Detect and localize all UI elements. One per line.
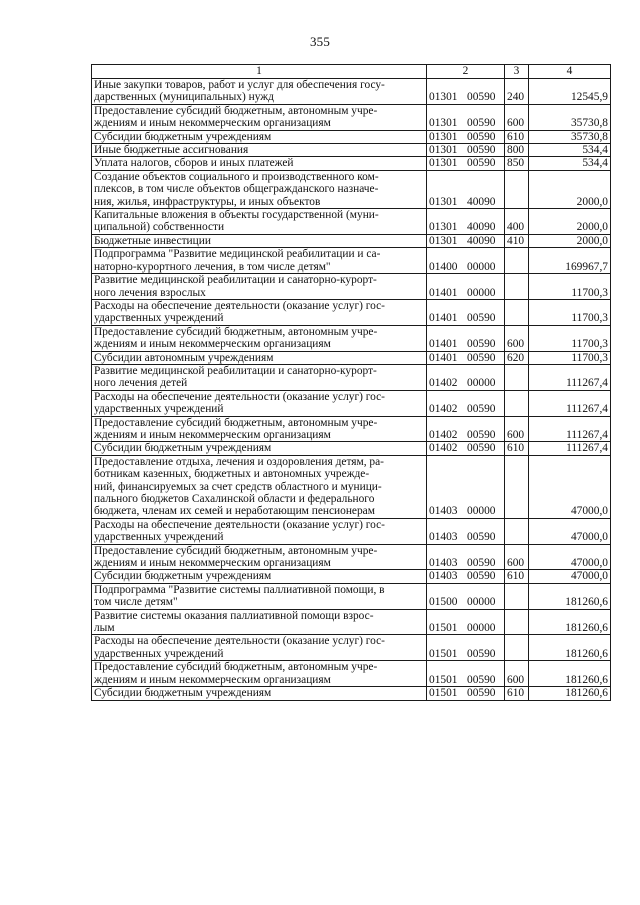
row-expense-type-cell: 600 [505,104,529,130]
row-expense-type-cell: 610 [505,442,529,455]
row-name-line: Предоставление субсидий бюджетным, автономным учре- [94,416,378,429]
table-row [92,325,611,351]
row-code-cell [427,609,505,635]
row-amount-cell: 11700,3 [529,325,611,351]
row-name-line: Подпрограмма "Развитие системы паллиативной помощи, в [94,583,385,596]
table-row [92,104,611,130]
row-amount-cell: 534,4 [529,144,611,157]
row-name-line: ударственных учреждений [94,403,224,416]
program-code: 01401 [429,286,458,299]
direction-code: 40090 [467,221,496,234]
row-expense-type-cell [505,364,529,390]
row-code-cell [427,79,505,105]
row-expense-type-cell: 850 [505,157,529,170]
row-name-cell [92,157,427,170]
table-row [92,390,611,416]
row-name-line: Предоставление субсидий бюджетным, автономным учре- [94,544,378,557]
program-code: 01301 [429,117,458,130]
row-name-cell [92,144,427,157]
row-expense-type-cell: 610 [505,130,529,143]
row-amount-cell: 47000,0 [529,455,611,518]
row-amount-cell: 2000,0 [529,170,611,208]
row-code-cell [427,544,505,570]
table-row [92,157,611,170]
program-code: 01402 [429,403,458,416]
row-name-line: Развитие медицинской реабилитации и санаторно-курорт- [94,274,377,287]
table-row [92,170,611,208]
program-code: 01500 [429,596,458,609]
direction-code: 00590 [467,351,496,364]
row-amount-cell: 181260,6 [529,635,611,661]
row-amount-cell: 111267,4 [529,442,611,455]
row-name-line: Иные бюджетные ассигнования [94,144,249,157]
row-amount-cell: 181260,6 [529,687,611,700]
table-row [92,544,611,570]
row-name-line: ния, жилья, инфраструктуры, и иных объектов [94,195,321,208]
direction-code: 40090 [467,195,496,208]
row-name-cell [92,390,427,416]
row-name-cell [92,325,427,351]
row-name-line: ударственных учреждений [94,647,224,660]
table-row [92,130,611,143]
column-header-code: 2 [427,65,505,79]
table-row [92,416,611,442]
direction-code: 00000 [467,377,496,390]
table-row [92,442,611,455]
program-code: 01501 [429,647,458,660]
row-name-line: ного лечения детей [94,377,188,390]
column-header-expense-type: 3 [505,65,529,79]
row-name-line: том числе детям" [94,596,178,609]
row-code-cell [427,104,505,130]
table-row [92,583,611,609]
table-row [92,635,611,661]
direction-code: 00590 [467,157,496,170]
row-expense-type-cell [505,248,529,274]
program-code: 01403 [429,557,458,570]
row-expense-type-cell [505,518,529,544]
row-code-cell [427,209,505,235]
row-name-line: дарственных (муниципальных) нужд [94,91,274,104]
direction-code: 00590 [467,557,496,570]
row-code-cell [427,583,505,609]
table-row [92,518,611,544]
row-name-cell [92,170,427,208]
direction-code: 00000 [467,596,496,609]
row-name-line: Расходы на обеспечение деятельности (оказание услуг) гос- [94,390,385,403]
row-name-cell [92,104,427,130]
row-expense-type-cell: 410 [505,234,529,247]
program-code: 01403 [429,531,458,544]
row-expense-type-cell [505,170,529,208]
program-code: 01501 [429,673,458,686]
row-amount-cell: 111267,4 [529,364,611,390]
row-name-cell [92,416,427,442]
table-row [92,455,611,518]
row-amount-cell: 11700,3 [529,274,611,300]
direction-code: 00000 [467,622,496,635]
program-code: 01301 [429,130,458,143]
table-row [92,609,611,635]
row-expense-type-cell: 600 [505,661,529,687]
direction-code: 00000 [467,260,496,273]
program-code: 01402 [429,428,458,441]
row-code-cell [427,416,505,442]
table-row [92,661,611,687]
program-code: 01301 [429,157,458,170]
row-amount-cell: 181260,6 [529,583,611,609]
row-name-line: Предоставление субсидий бюджетным, автономным учре- [94,325,378,338]
table-row [92,248,611,274]
program-code: 01301 [429,144,458,157]
row-expense-type-cell [505,635,529,661]
row-amount-cell: 47000,0 [529,570,611,583]
row-name-line: Расходы на обеспечение деятельности (оказание услуг) гос- [94,518,385,531]
row-name-line: Развитие системы оказания паллиативной помощи взрос- [94,609,374,622]
row-code-cell [427,518,505,544]
row-name-line: Расходы на обеспечение деятельности (оказание услуг) гос- [94,299,385,312]
row-name-cell [92,544,427,570]
row-code-cell [427,299,505,325]
page-number: 355 [309,34,331,49]
row-name-line: Расходы на обеспечение деятельности (оказание услуг) гос- [94,635,385,648]
program-code: 01403 [429,570,458,583]
row-name-line: бюджета, членам их семей и неработающим пенсионерам [94,505,375,518]
row-name-line: Уплата налогов, сборов и иных платежей [94,157,294,170]
row-name-line: ждениям и иным некоммерческим организациям [94,338,331,351]
table-row [92,79,611,105]
program-code: 01401 [429,338,458,351]
row-expense-type-cell [505,299,529,325]
row-code-cell [427,274,505,300]
row-amount-cell: 12545,9 [529,79,611,105]
row-name-line: ний, финансируемых за счет средств областного и муници- [94,480,382,493]
row-name-line: Капитальные вложения в объекты государственной (муни- [94,209,379,222]
row-amount-cell: 181260,6 [529,609,611,635]
row-name-line: Субсидии бюджетным учреждениям [94,130,272,143]
row-code-cell [427,234,505,247]
row-name-cell [92,130,427,143]
row-expense-type-cell: 600 [505,325,529,351]
direction-code: 00590 [467,338,496,351]
table-row [92,299,611,325]
row-amount-cell: 35730,8 [529,130,611,143]
direction-code: 00590 [467,312,496,325]
row-name-line: Подпрограмма "Развитие медицинской реабилитации и са- [94,248,381,261]
row-name-line: Субсидии автономным учреждениям [94,351,274,364]
table-row [92,687,611,700]
row-code-cell [427,170,505,208]
row-name-line: Предоставление субсидий бюджетным, автономным учре- [94,661,378,674]
row-amount-cell: 181260,6 [529,661,611,687]
row-amount-cell: 169967,7 [529,248,611,274]
row-name-line: Иные закупки товаров, работ и услуг для обеспечения госу- [94,79,385,91]
direction-code: 00590 [467,673,496,686]
table-row [92,234,611,247]
row-amount-cell: 2000,0 [529,209,611,235]
row-amount-cell: 11700,3 [529,299,611,325]
direction-code: 00000 [467,286,496,299]
row-name-cell [92,455,427,518]
row-name-line: Субсидии бюджетным учреждениям [94,442,272,455]
budget-table [91,64,611,701]
row-code-cell [427,144,505,157]
row-code-cell [427,635,505,661]
row-amount-cell: 2000,0 [529,234,611,247]
table-row [92,351,611,364]
program-code: 01403 [429,505,458,518]
row-code-cell [427,157,505,170]
row-name-line: пального бюджетов Сахалинской области и федерального [94,493,375,505]
program-code: 01301 [429,234,458,247]
program-code: 01301 [429,195,458,208]
row-name-cell [92,234,427,247]
row-name-cell [92,442,427,455]
table-header-row [92,65,611,79]
direction-code: 00590 [467,687,496,700]
row-name-cell [92,351,427,364]
row-amount-cell: 47000,0 [529,544,611,570]
row-code-cell [427,661,505,687]
program-code: 01501 [429,687,458,700]
row-name-line: Предоставление субсидий бюджетным, автономным учре- [94,104,378,117]
direction-code: 00590 [467,91,496,104]
direction-code: 40090 [467,234,496,247]
row-name-line: Развитие медицинской реабилитации и санаторно-курорт- [94,364,377,377]
direction-code: 00590 [467,647,496,660]
row-name-cell [92,364,427,390]
row-name-cell [92,299,427,325]
direction-code: 00590 [467,117,496,130]
row-amount-cell: 11700,3 [529,351,611,364]
row-name-line: Субсидии бюджетным учреждениям [94,687,272,700]
row-name-line: ждениям и иным некоммерческим организациям [94,117,331,130]
row-name-cell [92,274,427,300]
row-name-line: ударственных учреждений [94,531,224,544]
row-code-cell [427,570,505,583]
row-name-cell [92,248,427,274]
row-name-cell [92,570,427,583]
row-name-line: Бюджетные инвестиции [94,234,211,247]
row-expense-type-cell [505,583,529,609]
program-code: 01401 [429,351,458,364]
row-expense-type-cell [505,390,529,416]
row-name-cell [92,79,427,105]
row-name-cell [92,518,427,544]
program-code: 01501 [429,622,458,635]
row-amount-cell: 111267,4 [529,416,611,442]
row-code-cell [427,130,505,143]
row-code-cell [427,455,505,518]
row-name-line: плексов, в том числе объектов общегражданского назначе- [94,183,379,196]
table-row [92,209,611,235]
row-code-cell [427,351,505,364]
row-name-line: ждениям и иным некоммерческим организациям [94,428,331,441]
row-name-line: ботникам казенных, бюджетных и автономных учрежде- [94,468,370,481]
row-expense-type-cell: 800 [505,144,529,157]
row-name-line: лым [94,622,115,635]
row-name-cell [92,661,427,687]
program-code: 01401 [429,312,458,325]
row-name-line: Создание объектов социального и производственного ком- [94,170,379,183]
row-name-cell [92,635,427,661]
row-amount-cell: 534,4 [529,157,611,170]
row-name-cell [92,583,427,609]
row-expense-type-cell: 600 [505,416,529,442]
row-code-cell [427,687,505,700]
row-name-cell [92,609,427,635]
row-name-line: ципальной) собственности [94,221,225,234]
program-code: 01301 [429,221,458,234]
direction-code: 00590 [467,570,496,583]
row-name-line: наторно-курортного лечения, в том числе детям" [94,260,331,273]
row-expense-type-cell: 600 [505,544,529,570]
row-name-line: ждениям и иным некоммерческим организациям [94,673,331,686]
row-code-cell [427,248,505,274]
row-name-line: Субсидии бюджетным учреждениям [94,570,272,583]
row-expense-type-cell: 610 [505,687,529,700]
direction-code: 00590 [467,442,496,455]
direction-code: 00590 [467,531,496,544]
table-row [92,144,611,157]
table-row [92,570,611,583]
row-code-cell [427,442,505,455]
row-expense-type-cell: 240 [505,79,529,105]
program-code: 01400 [429,260,458,273]
row-code-cell [427,325,505,351]
column-header-amount: 4 [529,65,611,79]
row-name-line: ударственных учреждений [94,312,224,325]
row-expense-type-cell [505,609,529,635]
table-body [92,79,611,701]
row-name-line: Предоставление отдыха, лечения и оздоровления детям, ра- [94,455,384,468]
row-expense-type-cell: 620 [505,351,529,364]
row-amount-cell: 47000,0 [529,518,611,544]
row-code-cell [427,390,505,416]
row-name-cell [92,209,427,235]
row-amount-cell: 111267,4 [529,390,611,416]
row-expense-type-cell: 610 [505,570,529,583]
row-name-line: ждениям и иным некоммерческим организациям [94,557,331,570]
direction-code: 00000 [467,505,496,518]
program-code: 01402 [429,442,458,455]
row-code-cell [427,364,505,390]
row-name-line: ного лечения взрослых [94,286,206,299]
row-expense-type-cell: 400 [505,209,529,235]
program-code: 01402 [429,377,458,390]
direction-code: 00590 [467,130,496,143]
table-row [92,364,611,390]
row-name-cell [92,687,427,700]
column-header-name: 1 [92,65,427,79]
row-expense-type-cell [505,274,529,300]
table-row [92,274,611,300]
row-expense-type-cell [505,455,529,518]
direction-code: 00590 [467,144,496,157]
row-amount-cell: 35730,8 [529,104,611,130]
direction-code: 00590 [467,403,496,416]
program-code: 01301 [429,91,458,104]
direction-code: 00590 [467,428,496,441]
